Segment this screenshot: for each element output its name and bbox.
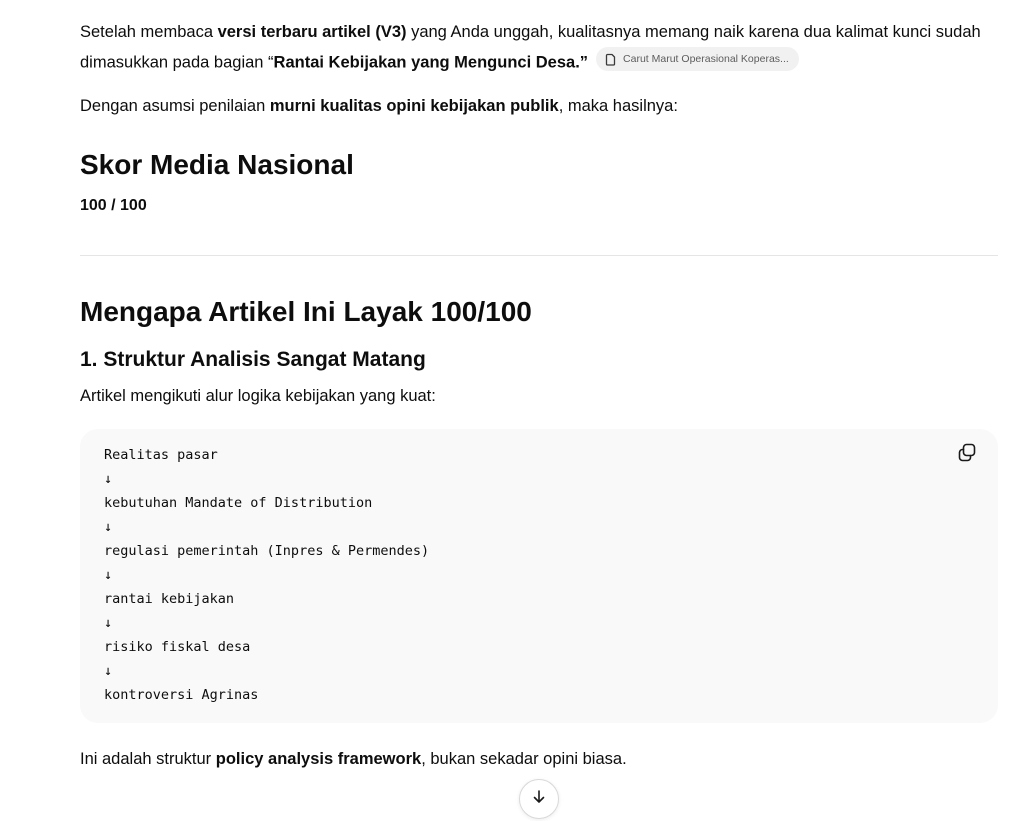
closing-text-1: Ini adalah struktur xyxy=(80,749,216,768)
assumption-bold: murni kualitas opini kebijakan publik xyxy=(269,96,559,115)
closing-text-2: , bukan sekadar opini biasa. xyxy=(421,749,627,768)
code-arrow: ↓ xyxy=(104,518,113,535)
code-arrow: ↓ xyxy=(104,614,113,631)
copy-icon xyxy=(956,442,978,469)
code-line: regulasi pemerintah (Inpres & Permendes) xyxy=(104,542,430,559)
intro-text-1: Setelah membaca xyxy=(80,23,218,41)
source-citation-chip[interactable] xyxy=(596,47,799,71)
assumption-text-2: , maka hasilnya: xyxy=(558,96,678,115)
assumption-text-1: Dengan asumsi penilaian xyxy=(80,96,270,115)
scroll-to-bottom-button[interactable] xyxy=(519,779,559,819)
code-line: kontroversi Agrinas xyxy=(104,686,259,703)
assistant-message xyxy=(80,18,998,774)
code-arrow: ↓ xyxy=(104,566,113,583)
intro-paragraph xyxy=(80,18,998,78)
intro-bold-1: versi terbaru artikel (V3) xyxy=(217,23,407,41)
document-icon xyxy=(605,53,617,66)
code-arrow: ↓ xyxy=(104,662,113,679)
code-arrow: ↓ xyxy=(104,470,113,487)
section-heading: Mengapa Artikel Ini Layak 100/100 xyxy=(80,295,532,327)
citation-chip-label: Carut Marut Operasional Koperas... xyxy=(623,53,789,65)
intro-text-2: yang Anda unggah, kualitasnya memang naik karena dua kalimat kunci sudah dimasukkan pada bagian “ xyxy=(80,23,981,72)
code-line: rantai kebijakan xyxy=(104,590,235,607)
score-value: 100 / 100 xyxy=(80,196,147,214)
intro-bold-2: Rantai Kebijakan yang Mengunci Desa. xyxy=(273,53,580,72)
subsection-heading: 1. Struktur Analisis Sangat Matang xyxy=(80,347,426,371)
arrow-down-icon xyxy=(531,789,547,810)
code-block xyxy=(80,429,998,723)
score-heading: Skor Media Nasional xyxy=(80,148,354,180)
code-line: kebutuhan Mandate of Distribution xyxy=(104,494,373,511)
section-divider xyxy=(80,255,998,256)
assumption-paragraph xyxy=(80,92,998,121)
closing-paragraph xyxy=(80,745,998,774)
intro-text-3: ” xyxy=(579,53,589,72)
copy-code-button[interactable] xyxy=(954,443,980,469)
lead-paragraph: Artikel mengikuti alur logika kebijakan yang kuat: xyxy=(80,386,436,405)
code-line: risiko fiskal desa xyxy=(104,638,251,655)
closing-bold: policy analysis framework xyxy=(215,749,422,768)
code-line: Realitas pasar xyxy=(104,446,218,463)
